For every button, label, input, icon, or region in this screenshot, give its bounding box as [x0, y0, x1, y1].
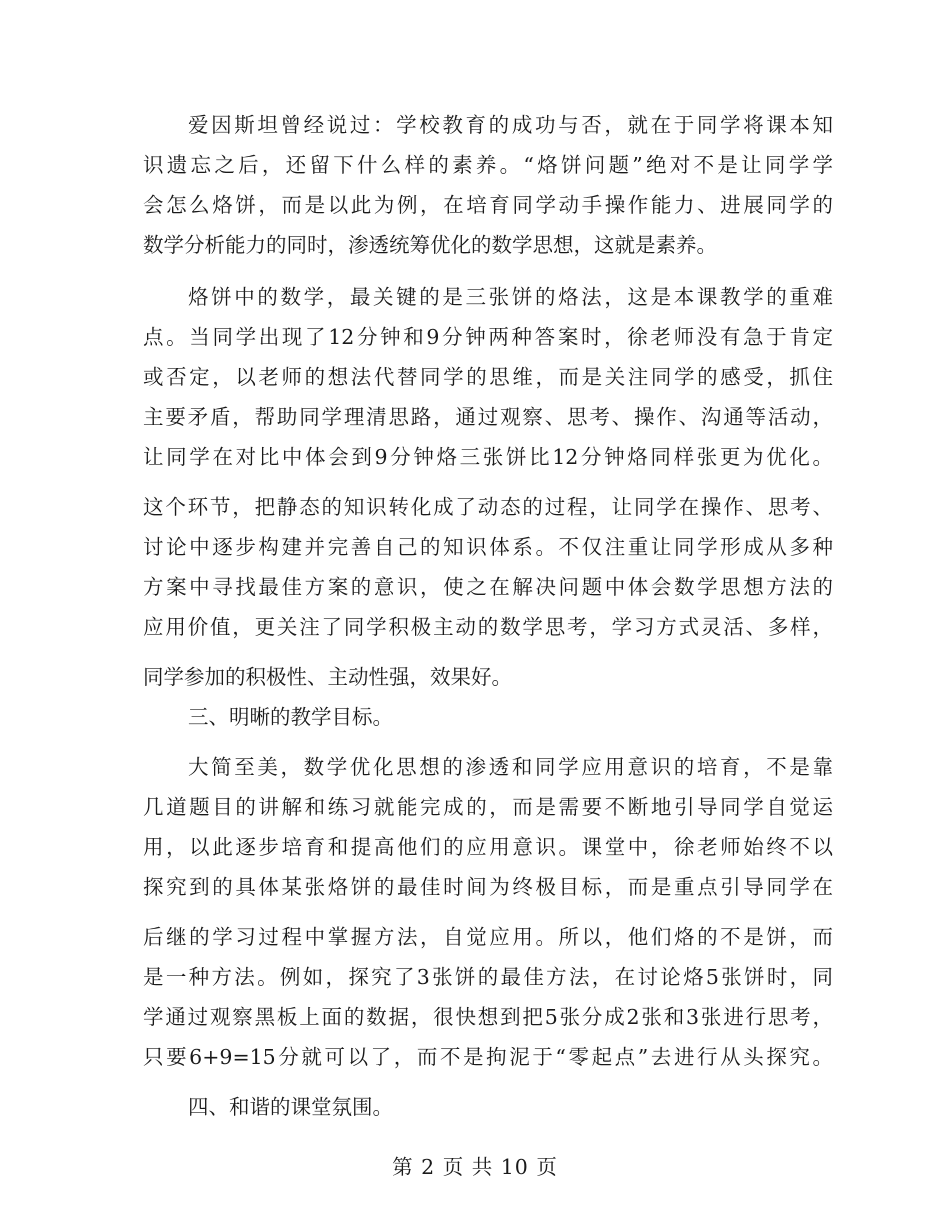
section-heading: 三、明晰的教学目标。 [188, 705, 393, 729]
paragraph-line: 大简至美，数学优化思想的渗透和同学应用意识的培育，不是靠 [188, 755, 833, 779]
paragraph-line: 让同学在对比中体会到9分钟烙三张饼比12分钟烙同样张更为优化。 [143, 445, 833, 469]
paragraph-line: 会怎么烙饼，而是以此为例，在培育同学动手操作能力、进展同学的 [143, 193, 833, 217]
paragraph-line: 点。当同学出现了12分钟和9分钟两种答案时，徐老师没有急于肯定 [143, 325, 833, 349]
paragraph-line: 数学分析能力的同时，渗透统筹优化的数学思想，这就是素养。 [143, 233, 717, 257]
paragraph-line: 后继的学习过程中掌握方法，自觉应用。所以，他们烙的不是饼，而 [143, 925, 833, 949]
paragraph-line: 是一种方法。例如，探究了3张饼的最佳方法，在讨论烙5张饼时，同 [143, 965, 833, 989]
section-heading: 四、和谐的课堂氛围。 [188, 1095, 393, 1119]
paragraph-line: 只要6+9=15分就可以了，而不是拘泥于“零起点”去进行从头探究。 [143, 1045, 833, 1069]
paragraph-line: 讨论中逐步构建并完善自己的知识体系。不仅注重让同学形成从多种 [143, 535, 833, 559]
paragraph-line: 用，以此逐步培育和提高他们的应用意识。课堂中，徐老师始终不以 [143, 835, 833, 859]
paragraph-line: 主要矛盾，帮助同学理清思路，通过观察、思考、操作、沟通等活动， [143, 405, 833, 429]
page-footer: 第 2 页 共 10 页 [392, 1155, 558, 1179]
paragraph-line: 烙饼中的数学，最关键的是三张饼的烙法，这是本课教学的重难 [188, 285, 833, 309]
paragraph-line: 应用价值，更关注了同学积极主动的数学思考，学习方式灵活、多样， [143, 615, 833, 639]
paragraph-line: 方案中寻找最佳方案的意识，使之在解决问题中体会数学思想方法的 [143, 575, 833, 599]
paragraph-line: 这个环节，把静态的知识转化成了动态的过程，让同学在操作、思考、 [143, 495, 833, 519]
paragraph-line: 几道题目的讲解和练习就能完成的，而是需要不断地引导同学自觉运 [143, 795, 833, 819]
paragraph-line: 探究到的具体某张烙饼的最佳时间为终极目标，而是重点引导同学在 [143, 875, 833, 899]
paragraph-line: 识遗忘之后，还留下什么样的素养。“烙饼问题”绝对不是让同学学 [143, 153, 833, 177]
paragraph-line: 或否定，以老师的想法代替同学的思维，而是关注同学的感受，抓住 [143, 365, 833, 389]
paragraph-line: 学通过观察黑板上面的数据，很快想到把5张分成2张和3张进行思考， [143, 1005, 833, 1029]
paragraph-line: 同学参加的积极性、主动性强，效果好。 [143, 665, 512, 689]
paragraph-line: 爱因斯坦曾经说过：学校教育的成功与否，就在于同学将课本知 [188, 113, 833, 137]
